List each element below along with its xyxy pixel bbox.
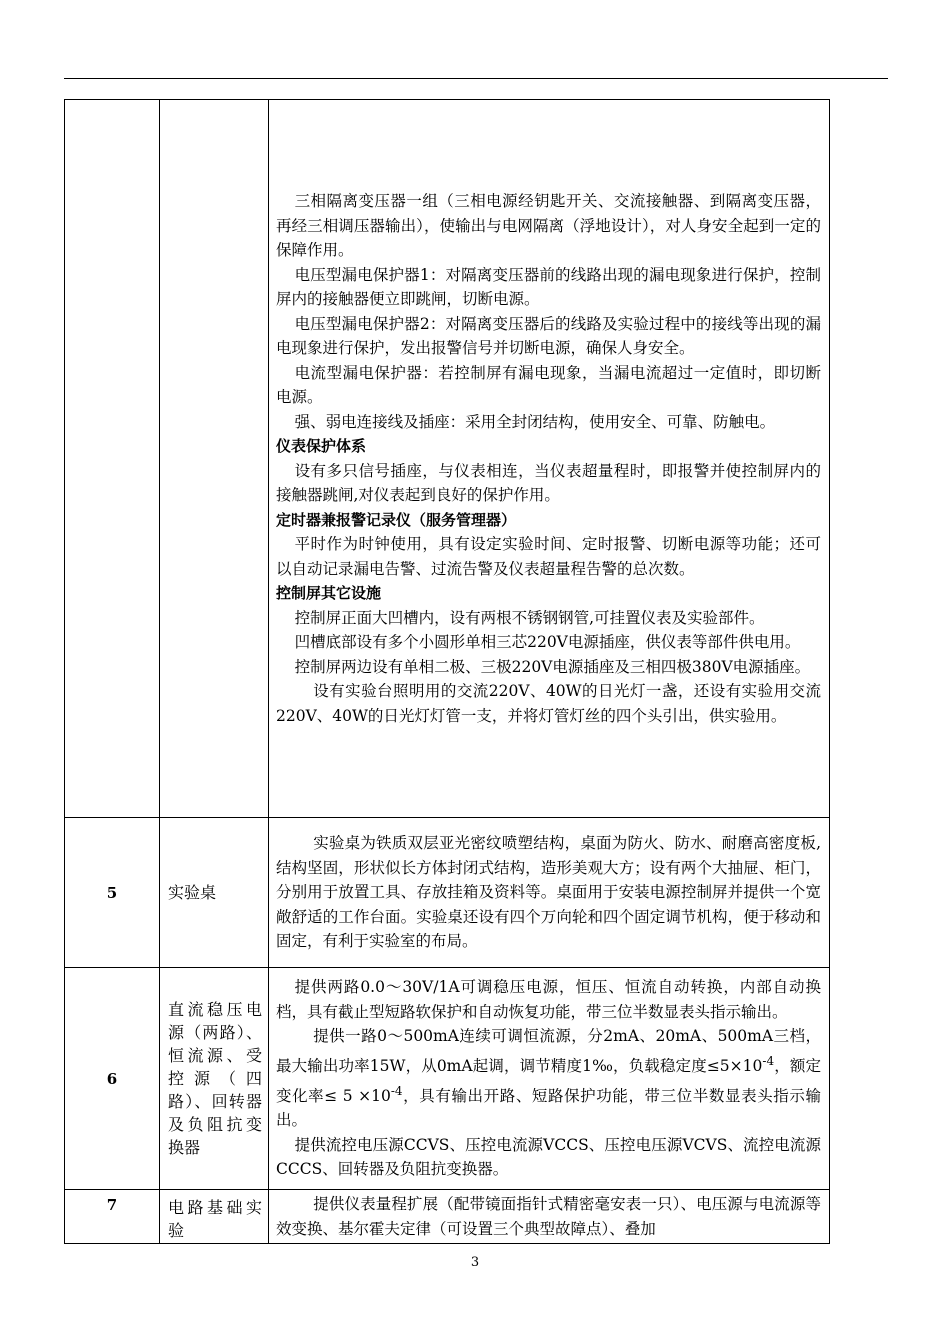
spec-table xyxy=(64,99,830,1244)
row-number: 7 xyxy=(65,1190,160,1244)
text-run: ，额定变化率≤ 5 ×10 xyxy=(276,1057,821,1105)
paragraph: 提供两路0.0～30V/1A可调稳压电源，恒压、恒流自动转换，内部自动换档，具有截止型短路软保护和自动恢复功能，带三位半数显表头指示输出。 xyxy=(276,978,821,1021)
superscript: -4 xyxy=(762,1053,775,1068)
text-run: 提供一路0～500mA连续可调恒流源，分2mA、20mA、500mA三档，最大输出功率15W，从0mA起调，调节精度1‰，负载稳定度≤5×10 xyxy=(276,1027,821,1075)
table-row xyxy=(65,1190,830,1244)
paragraph: 强、弱电连接线及插座：采用全封闭结构，使用安全、可靠、防触电。 xyxy=(294,412,776,431)
paragraph: 平时作为时钟使用，具有设定实验时间、定时报警、切断电源等功能；还可以自动记录漏电告警、过流告警及仪表超量程告警的总次数。 xyxy=(276,535,821,578)
paragraph: 设有实验台照明用的交流220V、40W的日光灯一盏，还设有实验用交流220V、40W的日光灯灯管一支，并将灯管灯丝的四个头引出，供实验用。 xyxy=(276,682,821,725)
row-item-name: 直流稳压电源（两路）、恒流源、受控源（四路）、回转器及负阻抗变换器 xyxy=(160,968,269,1190)
row-description xyxy=(269,1190,830,1244)
paragraph: 三相隔离变压器一组（三相电源经钥匙开关、交流接触器、到隔离变压器，再经三相调压器输出），使输出与电网隔离（浮地设计），对人身安全起到一定的保障作用。 xyxy=(276,192,821,259)
paragraph: 控制屏两边设有单相二极、三极220V电源插座及三相四极380V电源插座。 xyxy=(294,657,811,676)
paragraph: 实验桌为铁质双层亚光密纹喷塑结构，桌面为防火、防水、耐磨高密度板,结构坚固，形状似长方体封闭式结构，造形美观大方；设有两个大抽屉、柜门，分别用于放置工具、存放挂箱及资料等。桌面用于安装电源控制屏并提供一个宽敞舒适的工作台面。实验桌还设有四个万向轮和四个固定调节机构，便于移动和固定，有利于实验室的布局。 xyxy=(276,834,821,951)
paragraph: 电压型漏电保护器1：对隔离变压器前的线路出现的漏电现象进行保护，控制屏内的接触器便立即跳闸，切断电源。 xyxy=(276,265,821,308)
row-item-name: 实验桌 xyxy=(160,818,269,968)
paragraph: 提供流控电压源CCVS、压控电流源VCCS、压控电压源VCVS、流控电流源CCCS、回转器及负阻抗变换器。 xyxy=(276,1135,821,1179)
paragraph xyxy=(276,1024,821,1132)
row-description xyxy=(269,818,830,968)
row-description xyxy=(269,968,830,1190)
header-rule xyxy=(64,78,888,79)
section-heading: 控制屏其它设施 xyxy=(276,584,382,602)
row-number: 5 xyxy=(65,818,160,968)
text-run: ，具有输出开路、短路保护功能，带三位半数显表头指示输出。 xyxy=(276,1086,821,1130)
section-heading: 定时器兼报警记录仪（服务管理器） xyxy=(276,510,517,529)
table-row xyxy=(65,818,830,968)
table-row xyxy=(65,100,830,818)
paragraph: 提供仪表量程扩展（配带镜面指针式精密毫安表一只）、电压源与电流源等效变换、基尔霍夫定律（可设置三个典型故障点）、叠加 xyxy=(276,1195,821,1238)
paragraph: 设有多只信号插座，与仪表相连，当仪表超量程时，即报警并使控制屏内的接触器跳闸,对仪表起到良好的保护作用。 xyxy=(276,461,821,504)
table-row xyxy=(65,968,830,1190)
row-number xyxy=(65,100,160,818)
page-number: 3 xyxy=(470,1255,480,1270)
row-item-name: 电路基础实验 xyxy=(160,1190,269,1244)
row-item-name xyxy=(160,100,269,818)
paragraph: 电压型漏电保护器2：对隔离变压器后的线路及实验过程中的接线等出现的漏电现象进行保护，发出报警信号并切断电源，确保人身安全。 xyxy=(276,314,821,357)
superscript: -4 xyxy=(390,1083,403,1098)
paragraph: 电流型漏电保护器：若控制屏有漏电现象，当漏电流超过一定值时，即切断电源。 xyxy=(276,363,821,406)
row-description xyxy=(269,100,830,818)
section-heading: 仪表保护体系 xyxy=(276,437,367,455)
paragraph: 控制屏正面大凹槽内，设有两根不锈钢钢管,可挂置仪表及实验部件。 xyxy=(294,608,765,627)
row-number: 6 xyxy=(65,968,160,1190)
paragraph: 凹槽底部设有多个小圆形单相三芯220V电源插座，供仪表等部件供电用。 xyxy=(294,633,801,651)
